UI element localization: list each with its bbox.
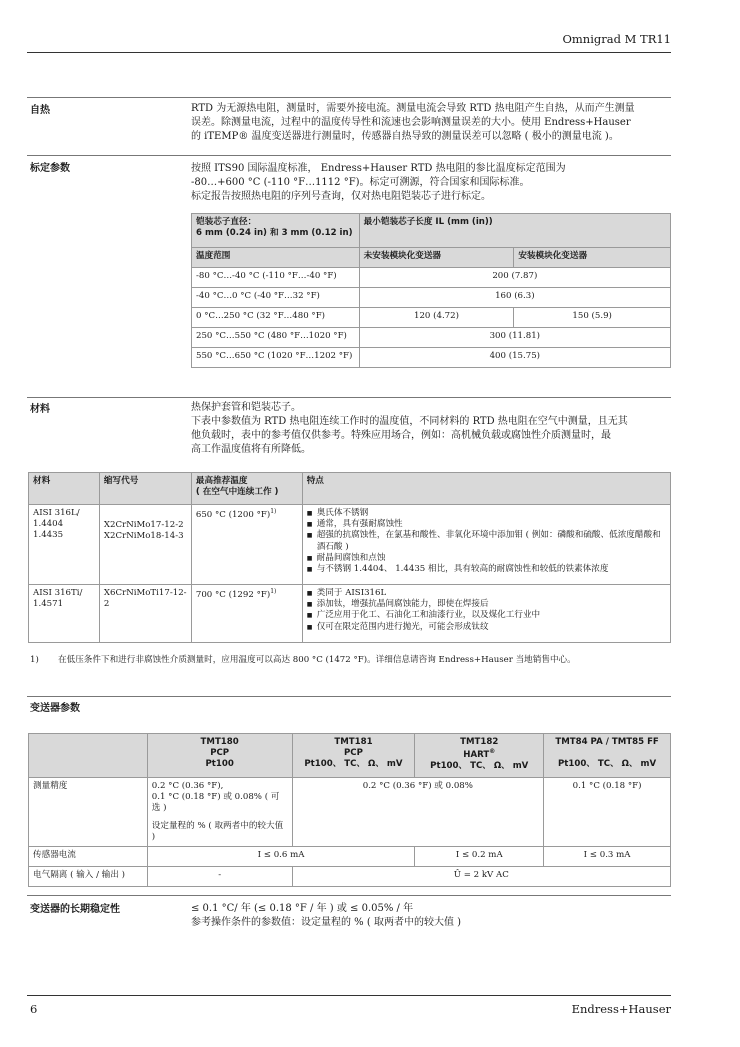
header-text: 铠装芯子直径： [196, 217, 257, 227]
table-header-cell: 最小铠装芯子长度 IL (mm (in)) [359, 214, 670, 248]
text-line: 按照 ITS90 国际温度标准， Endress+Hauser RTD 热电阻的参比温度标定范围为 [191, 163, 566, 174]
feature-item: ■ 与不锈钢 1.4404、 1.4435 相比，具有较高的耐腐蚀性和较低的铁素体浓度 [307, 564, 666, 575]
header-text: TMT182 [460, 737, 499, 747]
table-cell: I ≤ 0.2 mA [415, 846, 544, 866]
feature-item: ■ 添加钛，增强抗晶间腐蚀能力，即使在焊接后 [307, 599, 666, 610]
table-header-cell [147, 734, 292, 778]
cell-line: AISI 316L/ [33, 508, 80, 518]
table-cell: -40 °C…0 °C (-40 °F…32 °F) [192, 288, 360, 308]
text-line: 下表中参数值为 RTD 热电阻连续工作时的温度值，不同材料的 RTD 热电阻在空气中测量，且无其 [191, 416, 628, 427]
table-cell: 250 °C…550 °C (480 °F…1020 °F) [192, 328, 360, 348]
calibration-text [191, 162, 671, 204]
section-label-calibration: 标定参数 [30, 163, 70, 174]
table-cell: -80 °C…-40 °C (-110 °F…-40 °F) [192, 268, 360, 288]
feature-item: ■ 类同于 AISI316L [307, 588, 666, 599]
header-text: Pt100、 TC、 Ω、 mV [557, 759, 657, 770]
table-header-cell [544, 734, 671, 778]
table-cell: 200 (7.87) [359, 268, 670, 288]
table-cell [99, 505, 191, 585]
text-line: 标定报告按照热电阻的序列号查询，仅对热电阻铠装芯子进行标定。 [191, 191, 491, 202]
table-cell: 0.2 °C (0.36 °F) 或 0.08% [292, 778, 544, 847]
table-cell: 0 °C…250 °C (32 °F…480 °F) [192, 308, 360, 328]
table-header-cell: 未安装模块化变送器 [359, 248, 514, 268]
footnote-ref: 1) [270, 588, 277, 595]
table-header-cell: 缩写代号 [99, 473, 191, 505]
cell-line: 0.2 °C (0.36 °F), [151, 781, 224, 791]
table-row [29, 846, 671, 866]
table-header-cell [292, 734, 415, 778]
table-cell: 160 (6.3) [359, 288, 670, 308]
self-heating-text [191, 102, 671, 144]
table-cell [191, 505, 302, 585]
table-header-cell: 温度范围 [192, 248, 360, 268]
table-cell: I ≤ 0.3 mA [544, 846, 671, 866]
cell-line: AISI 316Ti/ [33, 588, 83, 598]
table-row [29, 778, 671, 847]
feature-item: ■ 通常，具有强耐腐蚀性 [307, 519, 666, 530]
footnote-mark: 1) [30, 655, 39, 665]
table-row [29, 585, 671, 643]
page-number: 6 [30, 1002, 38, 1016]
footnote-text: 在低压条件下和进行非腐蚀性介质测量时，应用温度可以高达 800 °C (1472 °F)。详细信息请咨询 Endress+Hauser 当地销售中心。 [58, 655, 576, 665]
table-header-cell: 特点 [302, 473, 670, 505]
table-cell: 400 (15.75) [359, 348, 670, 368]
temp-value: 700 °C (1292 °F) [195, 589, 271, 600]
table-row [29, 505, 671, 585]
material-text [191, 401, 671, 457]
text-line: 热保护套管和铠装芯子。 [191, 402, 301, 413]
table-cell [302, 505, 670, 585]
feature-item: ■ 奥氏体不锈钢 [307, 508, 666, 519]
table-cell: 150 (5.9) [514, 308, 671, 328]
table-header-cell [191, 473, 302, 505]
table-cell: I ≤ 0.6 mA [147, 846, 415, 866]
table-cell: 测量精度 [29, 778, 148, 847]
text-line: RTD 为无源热电阻，测量时，需要外接电流。测量电流会导致 RTD 热电阻产生自热，从而产生测量 [191, 103, 635, 114]
divider [27, 397, 671, 398]
divider [27, 155, 671, 156]
table-header-cell [192, 214, 360, 248]
table-cell [302, 585, 670, 643]
table-cell: Û = 2 kV AC [292, 866, 670, 886]
text-line: ≤ 0.1 °C/ 年 (≤ 0.18 °F / 年 ) 或 ≤ 0.05% / 年 [191, 903, 414, 914]
section-label-material: 材料 [30, 404, 50, 415]
material-table [28, 472, 671, 643]
header-text-part: HART [463, 750, 490, 761]
table-cell: - [147, 866, 292, 886]
section-label-self-heating: 自热 [30, 105, 50, 116]
table-cell [99, 585, 191, 643]
cell-line: 1.4435 [33, 530, 64, 541]
footer-rule [27, 995, 671, 996]
section-label-transmitter: 变送器参数 [30, 703, 80, 714]
text-line: 误差。除测量电流，过程中的温度传导性和流速也会影响测量误差的大小。使用 Endress+Hauser [191, 117, 631, 128]
feature-item: ■ 广泛应用于化工、石油化工和油漆行业，以及煤化工行业中 [307, 610, 666, 621]
table-row [192, 348, 671, 368]
cell-line: 1.4571 [33, 599, 64, 610]
header-text: 最高推荐温度 [195, 476, 248, 486]
cell-line: X2CrNiMo17-12-2 [103, 520, 184, 530]
temp-value: 650 °C (1200 °F) [195, 509, 271, 520]
table-header-cell: 材料 [29, 473, 100, 505]
table-cell [29, 585, 100, 643]
stability-text [191, 902, 671, 930]
footer-brand: Endress+Hauser [571, 1002, 671, 1016]
footnote-ref: 1) [270, 508, 277, 515]
header-text: Pt100、 TC、 Ω、 mV [430, 761, 529, 772]
table-cell: 电气隔离 ( 输入 / 输出 ) [29, 866, 148, 886]
text-line: 他负载时，表中的参考值仅供参考。特殊应用场合，例如：高机械负载或腐蚀性介质测量时，最 [191, 430, 611, 441]
cell-line: 0.1 °C (0.18 °F) 或 0.08% ( 可选 ) [151, 792, 280, 814]
header-text: ( 在空气中连续工作 ) [195, 487, 279, 498]
table-cell [147, 778, 292, 847]
table-header-cell [415, 734, 544, 778]
table-cell [29, 505, 100, 585]
header-text: 6 mm (0.24 in) 和 3 mm (0.12 in) [196, 228, 353, 239]
table-row [192, 288, 671, 308]
section-label-stability: 变送器的长期稳定性 [30, 904, 120, 915]
text-line: 的 iTEMP® 温度变送器进行测量时，传感器自热导致的测量误差可以忽略 ( 极小的测量电流 )。 [191, 131, 619, 142]
text-line: 高工作温度值将有所降低。 [191, 444, 311, 455]
divider [27, 895, 671, 896]
header-text [419, 748, 539, 761]
table-cell [191, 585, 302, 643]
feature-item: ■ 仅可在限定范围内进行抛光，可能会形成钛纹 [307, 622, 666, 633]
header-text: TMT84 PA / TMT85 FF [555, 737, 659, 747]
feature-item: ■ 超强的抗腐蚀性，在氯基和酸性、非氧化环境中添加钼 ( 例如：磷酸和硫酸、低浓度醋酸和酒石酸 ) [307, 530, 666, 552]
header-text: Pt100、 TC、 Ω、 mV [304, 759, 403, 770]
text-line: -80…+600 °C (-110 °F…1112 °F)。标定可溯源，符合国家和国际标准。 [191, 177, 530, 188]
cell-line: 1.4404 [33, 519, 64, 530]
calibration-table [191, 213, 671, 368]
table-row [192, 308, 671, 328]
cell-line: 设定量程的 % ( 取两者中的较大值 ) [151, 820, 284, 842]
feature-item: ■ 耐晶间腐蚀和点蚀 [307, 553, 666, 564]
header-text: Pt100 [205, 759, 234, 770]
table-row [192, 268, 671, 288]
table-cell: 传感器电流 [29, 846, 148, 866]
table-row [192, 328, 671, 348]
header-text: TMT181 [334, 737, 373, 747]
text-line: 参考操作条件的参数值：设定量程的 % ( 取两者中的较大值 ) [191, 917, 462, 928]
table-cell: 120 (4.72) [359, 308, 514, 328]
table-cell: 0.1 °C (0.18 °F) [544, 778, 671, 847]
header-product: Omnigrad M TR11 [562, 32, 671, 46]
divider [27, 97, 671, 98]
transmitter-table [28, 733, 671, 887]
header-rule [27, 52, 671, 53]
table-header-cell: 安装模块化变送器 [514, 248, 671, 268]
table-row [29, 866, 671, 886]
cell-line: X6CrNiMoTi17-12-2 [103, 588, 187, 610]
header-text: PCP [210, 748, 230, 759]
table-header-cell [29, 734, 148, 778]
cell-line: X2CrNiMo18-14-3 [103, 531, 184, 542]
table-cell: 300 (11.81) [359, 328, 670, 348]
registered-mark: ® [489, 748, 496, 756]
header-text: PCP [343, 748, 363, 759]
header-text [548, 748, 666, 759]
header-text: TMT180 [200, 737, 239, 747]
divider [27, 696, 671, 697]
table-cell: 550 °C…650 °C (1020 °F…1202 °F) [192, 348, 360, 368]
